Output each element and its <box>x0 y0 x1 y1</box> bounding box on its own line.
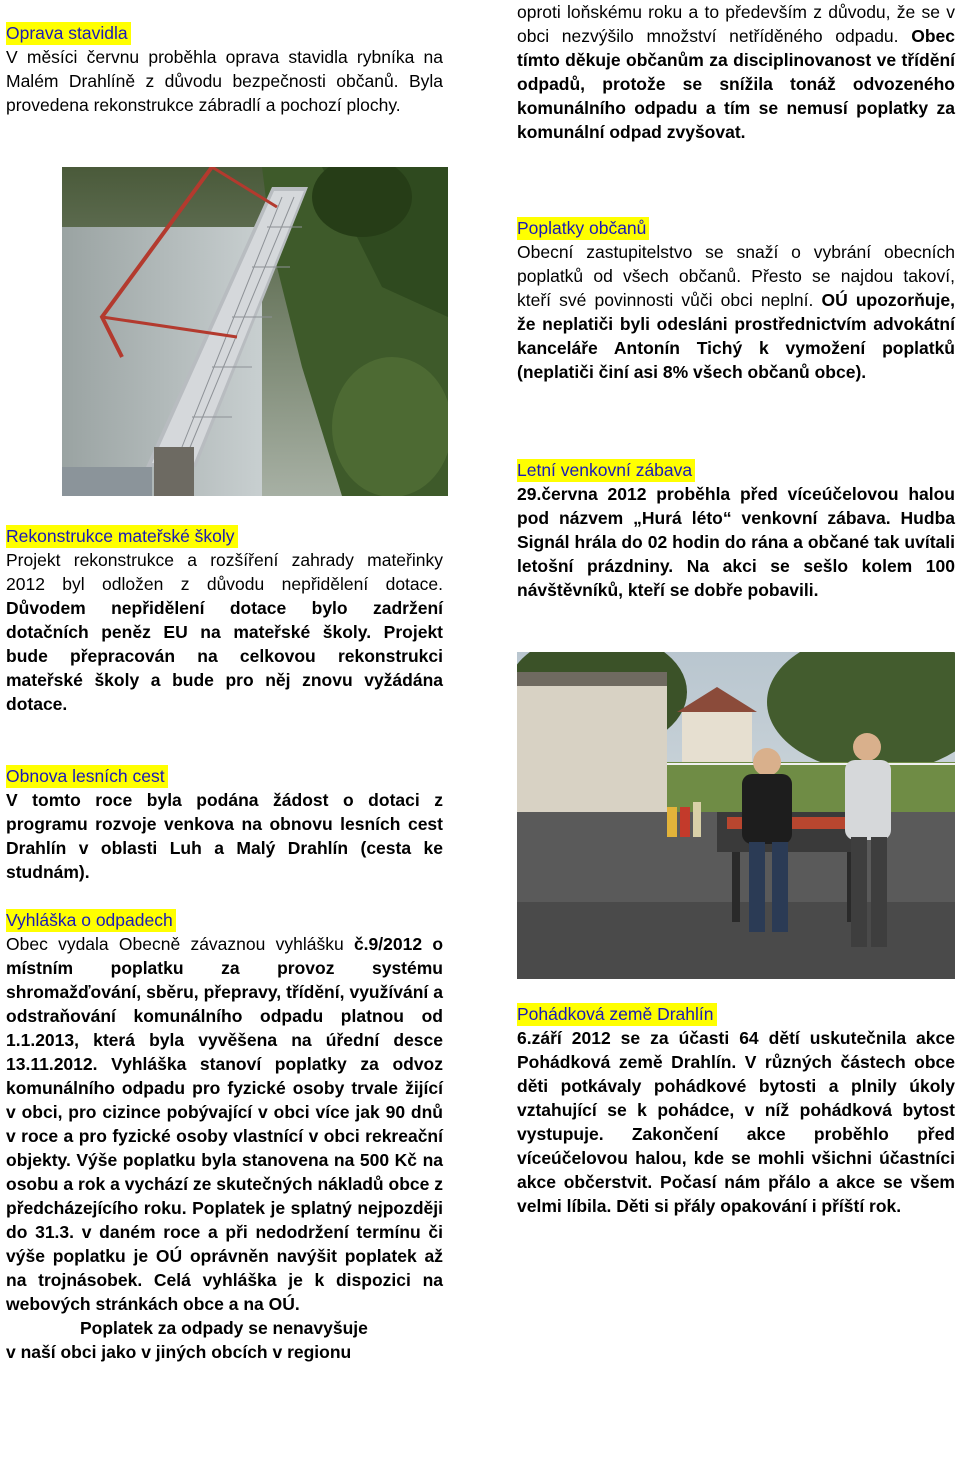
section-letni-zabava <box>517 459 955 602</box>
heading-rekonstrukce-skoly: Rekonstrukce mateřské školy <box>6 525 238 548</box>
heading-obnova-cest: Obnova lesních cest <box>6 765 168 788</box>
section-pohadkova-zeme <box>517 1003 955 1218</box>
heading-pohadkova-zeme: Pohádková země Drahlín <box>517 1003 717 1026</box>
section-poplatky-obcanu <box>517 217 955 384</box>
heading-letni-zabava: Letní venkovní zábava <box>517 459 695 482</box>
text-poplatky-obcanu: Obecní zastupitelstvo se snaží o vybrání obecních poplatků od všech občanů. Přesto se najdou takoví, kteří své povinnosti vůči obci neplní. OÚ upozorňuje, že neplatiči byli odesláni prostřednictvím advokátní kanceláře Antonín Tichý k vymožení poplatků (neplatiči činí asi 8% všech občanů obce). <box>517 242 955 382</box>
photo-footbridge <box>62 167 448 496</box>
text-vyhlaska-poplatek: Poplatek za odpady se nenavyšuje <box>80 1318 368 1338</box>
text-oprava-stavidla: V měsíci červnu proběhla oprava stavidla rybníka na Malém Drahlíně z důvodu bezpečnosti občanů. Byla provedena rekonstrukce zábradlí a pochozí plochy. <box>6 47 443 115</box>
text-letni-zabava: 29.června 2012 proběhla před víceúčelovou halou pod názvem „Hurá léto“ venkovní zábava. Hudba Signál hrála do 02 hodin do rána a občané tak uvítali letošní prázdniny. Na akci se sešlo kolem 100 návštěvníků, kteří se dobře pobavili. <box>517 484 955 600</box>
text-vyhlaska-region: v naší obci jako v jiných obcích v regionu <box>6 1342 352 1362</box>
heading-vyhlaska: Vyhláška o odpadech <box>6 909 176 932</box>
heading-poplatky-obcanu: Poplatky občanů <box>517 217 649 240</box>
section-obnova-cest <box>6 765 443 884</box>
text-pohadkova-zeme: 6.září 2012 se za účasti 64 dětí uskutečnila akce Pohádková země Drahlín. V různých částech obce děti potkávaly pohádkové bytosti a plnily úkoly vztahující se k pohádce, v níž pohádková bytost vystupuje. Zakončení akce proběhlo před víceúčelovou halou, kde se mohli všichni účastníci akce občerstvit. Počasí nám přálo a akce se všem velmi líbila. Děti si přály opakování i příští rok. <box>517 1028 955 1216</box>
text-rekonstrukce-skoly: Projekt rekonstrukce a rozšíření zahrady mateřinky 2012 byl odložen z důvodu nepřidělení dotace. Důvodem nepřidělení dotace bylo zadržení dotačních peněz EU na mateřské školy. Projekt bude přepracován na celkovou rekonstrukci mateřské školy a bude pro něj znovu vyžádána dotace. <box>6 550 443 714</box>
text-obnova-cest: V tomto roce byla podána žádost o dotaci z programu rozvoje venkova na obnovu lesních cest Drahlín v oblasti Luh a Malý Drahlín (cesta ke studnám). <box>6 790 443 882</box>
section-rekonstrukce-skoly <box>6 525 443 716</box>
section-oprava-stavidla <box>6 22 443 117</box>
text-pokracovani-odpady: oproti loňskému roku a to především z důvodu, že se v obci nezvýšilo množství netříděného odpadu. Obec tímto děkuje občanům za disciplinovanost ve třídění odpadů, protože se snížila tonáž odvozeného komunálního odpadu a tím se nemusí poplatky za komunální odpad zvyšovat. <box>517 2 955 142</box>
photo-summer-party <box>517 652 955 979</box>
section-vyhlaska <box>6 909 443 1364</box>
heading-oprava-stavidla: Oprava stavidla <box>6 22 131 45</box>
section-pokracovani-odpady <box>517 0 955 144</box>
text-vyhlaska: Obec vydala Obecně závaznou vyhlášku č.9/2012 o místním poplatku za provoz systému shromažďování, sběru, přepravy, třídění, využívání a odstraňování komunálního odpadu platnou od 1.1.2013, která byla vyvěšena na úřední desce 13.11.2012. Vyhláška stanoví poplatky za odvoz komunálního odpadu pro fyzické osoby trvale žijící v obci, pro cizince pobývající v obci více jak 90 dnů v roce a pro fyzické osoby vlastnící v obci rekreační objekty. Výše poplatku byla stanovena na 500 Kč na osobu a rok a vychází ze skutečných nákladů obce z předcházejícího roku. Poplatek je splatný nejpozději do 31.3. v daném roce a při nedodržení termínu či výše poplatku je OÚ oprávněn navýšit poplatek až na trojnásobek. Celá vyhláška je k dispozici na webových stránkách obce a na OÚ. <box>6 934 444 1314</box>
